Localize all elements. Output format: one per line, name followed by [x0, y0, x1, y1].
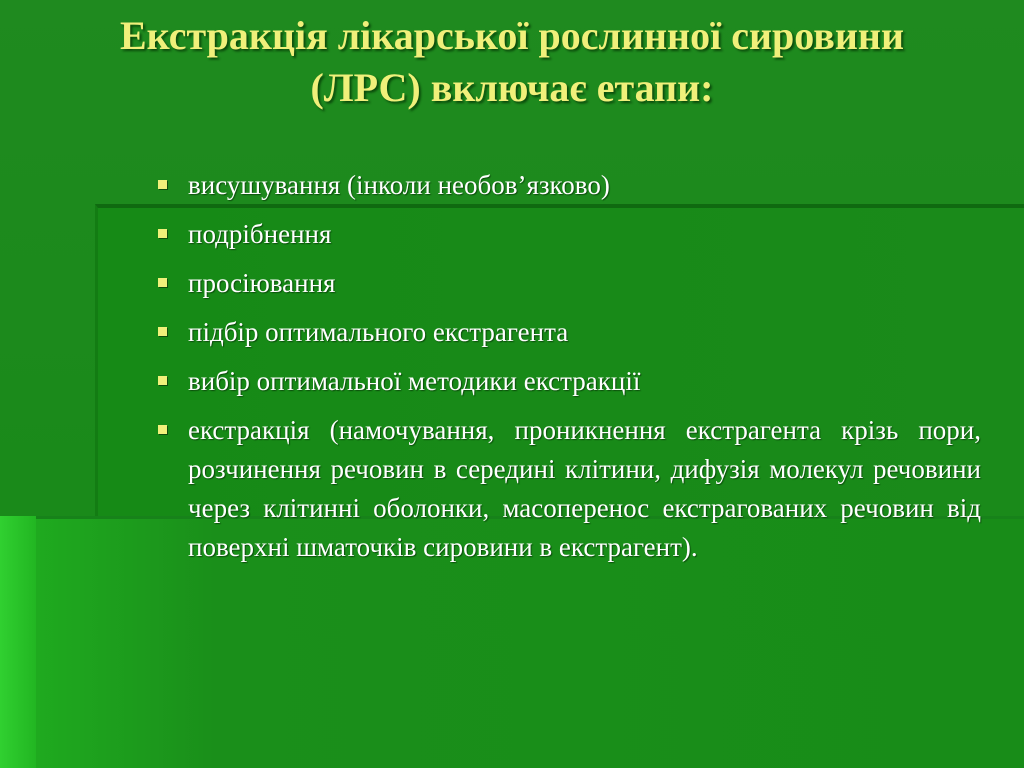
bullet-text: подрібнення	[188, 219, 332, 249]
bullet-item-extractant-selection	[155, 313, 981, 352]
slide-title-line-2: (ЛРС) включає етапи:	[310, 65, 714, 110]
slide-title	[40, 10, 984, 114]
square-bullet-icon	[158, 229, 167, 238]
square-bullet-icon	[158, 180, 167, 189]
bullet-text: вибір оптимальної методики екстракції	[188, 366, 641, 396]
bullet-item-drying	[155, 166, 981, 205]
bullet-item-method-selection	[155, 362, 981, 401]
bullet-item-grinding	[155, 215, 981, 254]
square-bullet-icon	[158, 376, 167, 385]
slide-title-line-1: Екстракція лікарської рослинної сировини	[120, 13, 904, 58]
bullet-text: висушування (інколи необов’язково)	[188, 170, 610, 200]
background-left-glow	[0, 516, 36, 768]
bullet-list	[155, 166, 981, 577]
square-bullet-icon	[158, 425, 167, 434]
square-bullet-icon	[158, 278, 167, 287]
bullet-item-extraction	[155, 411, 981, 567]
bullet-text: екстракція (намочування, проникнення екстрагента крізь пори, розчинення речовин в середині клітини, дифузія молекул речовини через клітинні оболонки, масоперенос екстрагованих речовин від поверхні шматочків сировини в екстрагент).	[188, 415, 981, 562]
bullet-text: підбір оптимального екстрагента	[188, 317, 569, 347]
bullet-text: просіювання	[188, 268, 336, 298]
bullet-item-sieving	[155, 264, 981, 303]
square-bullet-icon	[158, 327, 167, 336]
